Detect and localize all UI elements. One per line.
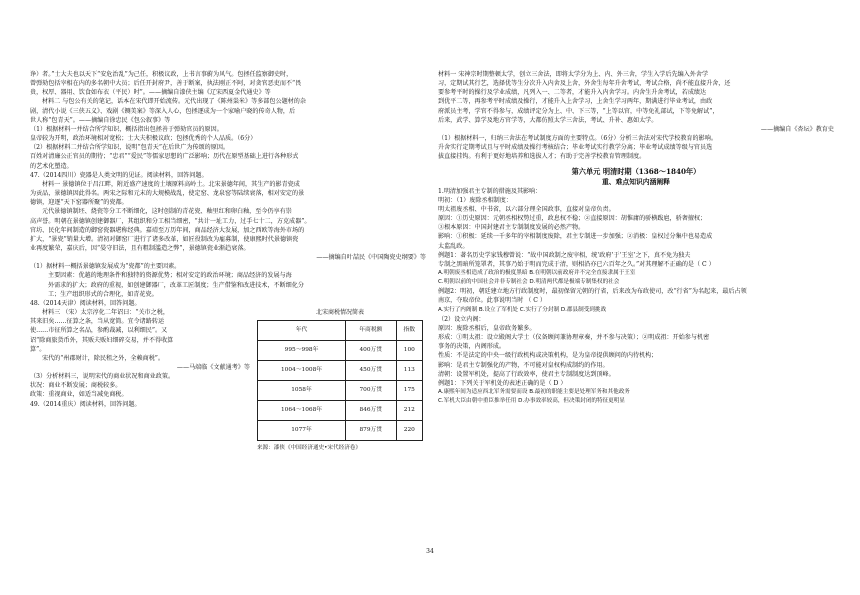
- text-line: 影响：是君主专制强化的产物，不可能对皇权构成制约的作用。: [438, 361, 609, 369]
- text-line: 业再度繁荣，嘉庆后，因“晏守旧法，且有粗制滥造之弊”，景德镇瓷业渐趋衰落。: [30, 244, 250, 252]
- answer-line: 状况：商业不断发展；商税较多。: [30, 382, 122, 390]
- answer-line: 主要因素：优越的地理条件和独特的资源优势；相对安定的政治环境；商品经济的发展与海: [48, 272, 292, 280]
- unit-heading: 第六单元 明清时期（1368～1840年）: [571, 166, 701, 176]
- source-line: ——马端临《文献通考》等: [176, 364, 250, 371]
- example-line: 例题1：下列关于军机处的表述正确的是（ D ）: [438, 379, 567, 387]
- table-cell: 1004～1008年: [258, 361, 346, 381]
- table-cell: 995～998年: [258, 341, 346, 361]
- answer-line: 百姓对清廉公正官员的期待；“忠君”“爱民”等儒家思想的广泛影响；历代在原型基础上进行各种形式: [30, 153, 299, 161]
- text-line: 诏“除商旅货币外，其贩夫贩妇细碎交易，并不得收算: [30, 336, 174, 344]
- material-three-block: [30, 308, 426, 452]
- source-line: ——摘编自叶喆民《中国陶瓷史纲要》等: [316, 254, 426, 262]
- table-cell: 113: [396, 361, 422, 381]
- table-cell: 400万贯: [346, 341, 397, 361]
- text-line: 后来，武学、算学及地方官学等，大都仿照太学三舍法，考试、升补、惠如太学。: [438, 116, 658, 124]
- text-line: 诤）者。”士大夫也以天下“安危治乱”为己任，积极议政，上书言事蔚为风气。包拯任监察御史时，: [30, 71, 293, 78]
- tax-table-box: [257, 308, 423, 453]
- table-cell: 1058年: [258, 381, 346, 401]
- answer-line: 的艺术化塑造。: [30, 162, 73, 170]
- text-line: 其来旧矣……征算之条，当从宽简。宜令诸路转运: [30, 318, 165, 326]
- table-cell: 1064～1068年: [258, 401, 346, 421]
- table-row: [258, 381, 423, 401]
- text-line: （2）设立内阁：: [438, 315, 485, 323]
- text-line: 材料三 （宋）太宗淳化二年诏曰：“关市之税，: [42, 309, 169, 317]
- text-line: 习，定期试其行艺，选择优等生分次升入内舍及上舍，外舍生每年升舍考试，考试合格，尚不能直接升舍，还: [438, 80, 731, 88]
- question-line: （1）根据材料一，归纳三舍法在考试制度方面的主要特点。（6分）分析三舍法对宋代学校教育的影响。: [438, 135, 717, 143]
- question-line: （3）分析材料三，说明宋代的商业状况和商业政策。: [30, 373, 175, 381]
- question-line: （1）根据材料一并结合所学知识，概括指出包拯善于弹劾官员的原因。: [30, 125, 223, 133]
- question-line: （1）据材料一概括景德镇发展成为“瓷都”的主要因素。: [30, 263, 181, 271]
- text-line: 材料一 宋神宗时期整顿太学，创立三舍法，即将太学分为上、内、外三舍，学生入学后先编入外舍学: [438, 71, 709, 78]
- answer-line: 拔直接挂钩。有利于更好地培养和选拔人才；有助于完善学校教育管理制度。: [438, 153, 646, 161]
- text-line: 明太祖废丞相、中书省，以六部分理全国政事，直接对皇帝负责。: [438, 205, 615, 213]
- answer-line: 外需求的扩大；政府的重视，如创建御器厂，改革工匠制度；生产借鉴和改进技术，不断细化分: [48, 281, 304, 289]
- table-cell: 175: [396, 381, 422, 401]
- text-line: 清朝：设置军机处，提高了行政效率，使君主专制制度达到顶峰。: [438, 370, 615, 378]
- table-cell: 700万贯: [346, 381, 397, 401]
- answer-line: 政策：重视商业，如适当减免商税。: [30, 391, 128, 399]
- text-line: 材料一 景德镇位于昌江畔，附近盛产速度的土壤原料高岭土。北宋景德年间，其生产的影青瓷成: [42, 180, 300, 188]
- example-line: 例题2：明初，朝廷建立地方行政制度时，最初保留元朝的行省，后来改为布政使司，改“行省”为名起来，最后占领: [438, 288, 747, 296]
- section-subheading: 重、难点知识内涵阐释: [602, 177, 670, 186]
- text-line: 高声誉。明朝在景德镇创建御器厂，其组织和分工相当细密，“共计一址工力，过手七十二，方克成器”。: [30, 217, 311, 225]
- text-line: 事务的决策，内阁形成。: [438, 343, 506, 351]
- table-cell: 100: [396, 341, 422, 361]
- table-cell: 879万贯: [346, 421, 397, 441]
- answer-line: 工；生产组织形式的合理化，如青花瓷。: [48, 290, 158, 298]
- text-line: 明初：（1）废除丞相制度：: [438, 196, 512, 204]
- table-cell: 450万贯: [346, 361, 397, 381]
- table-row: [258, 361, 423, 381]
- right-column: [438, 70, 834, 406]
- section-title: 1.明清加强君主专制的措施及其影响：: [438, 187, 542, 195]
- text-line: 为贡品，景德镇因此得名。两宋之际和元末的大规模战乱，使定窑、龙泉窑等陆续衰落，相对安定的景: [30, 190, 305, 198]
- question-title: 49.（2014重庆）阅读材料，回答问题。: [30, 400, 141, 408]
- table-cell: 1077年: [258, 421, 346, 441]
- text-line: 元代景德镇制坯、烧瓷等分工不断细化，这时创制的青花瓷、釉里红和卵白釉，至今仍享有崇: [42, 208, 292, 216]
- text-line: 材料二 与包公有关的笔记，话本在宋代即开始流传。元代出现了《陈州粜米》等多部包公题材的杂: [42, 98, 306, 106]
- left-column: [30, 70, 426, 452]
- table-cell: 220: [396, 421, 422, 441]
- source-line: ——摘编自《杏坛》教育史: [760, 125, 834, 133]
- example-line: 南京，夺取帝位。此事说明当时 （ C ）: [438, 297, 546, 305]
- question-title: 47.（2014四川）瓷器是人类文明的见证。阅读材料，回答问题。: [30, 171, 208, 179]
- text-line: 德镇，迎逐“天下窑器所聚”的瓷都。: [30, 199, 128, 207]
- text-line: 宋代的“州郡财计，除民租之外，全赖商税”。: [42, 354, 165, 362]
- table-row: [258, 421, 423, 441]
- text-line: 贵，权厚、器用、饮食如布衣（平民）时”。——摘编自漆侠主编《辽宋西夏金代通史》等: [30, 89, 271, 97]
- text-line: 使……市征所算之名品，参酌裁减，以利细民”。又: [30, 327, 168, 335]
- question-title: 48.（2014天津）阅读材料，回答问题。: [30, 299, 141, 307]
- left-text-block: [30, 70, 426, 308]
- text-line: 曾弹劾包括宰相在内的多名朝中大员；后任开封府尹，善于断案，执法刚正不阿，对贪官恶吏而不“畏: [30, 80, 302, 88]
- text-line: 扩大，“景瓷”销量大增。清初对御窑厂进行了诸多改革，如匠役制改为雇募制，使康熙时代景德镇瓷: [30, 235, 299, 243]
- text-line: 府派员主考，学官不得参与，成绩评定分为上、中、下三等，“上等以官，中等免礼部试，下等免解试”，: [438, 107, 719, 115]
- table-cell: 212: [396, 401, 422, 421]
- table-caption: 北宋商税情况简表: [315, 309, 364, 317]
- table-cell: 846万贯: [346, 401, 397, 421]
- option-line: A.实行了内阁制 B.设立了军机处 C.实行了分封制 D.郡县制受到挑战: [438, 306, 607, 313]
- option-line: A.康熙年间为适应西北军务需要而设 B.最初的职能主要是处理军务和其他政务: [438, 389, 630, 395]
- text-line: 世人称“包青天”。——摘编自徐忠民《包公叙事》等: [30, 116, 171, 124]
- example-line: 例题1：著名历史学家钱穆曾说：“故中国政制之废宰相，统‘政府’于‘王室’之下，真不免为独夫: [438, 251, 691, 259]
- text-line: 形成：①明太祖：设立殿阁大学士（仪备顾问兼协理章奏，并不参与决策）；②明成祖：开始参与机密: [438, 334, 710, 342]
- option-line: C.明朝以前的中国社会并非专制社会 D.明清两代都是极端专制集权的社会: [438, 279, 620, 286]
- table-header-cell: 年商税额: [346, 321, 397, 341]
- option-line: A.明朝废丞相造成了政治的极度黑暗 B.在明朝以前政府并不完全直接隶属于王室: [438, 269, 636, 276]
- text-line: 剧，清代小说《三侠五义》、戏剧《铡美案》等深入人心，包拯逐成为一个家喻户晓的传奇人物，后: [30, 107, 296, 115]
- text-line: 影响：①积极：延续一千多年的宰相制度废除，君主专制进一步加强；②消极：皇权过分集中也易造成: [438, 233, 713, 241]
- table-header-row: [258, 321, 423, 341]
- table-row: [258, 401, 423, 421]
- answer-line: 皇帝较为开明，政治环境相对宽松；士大夫积极议政；包拯优秀的个人品质。（6分）: [30, 135, 257, 143]
- question-line: （2）根据材料二并结合所学知识，说明“包青天”在后世广为传颂的原因。: [30, 144, 230, 152]
- example-line: 专制之黑暗所笼罩者，其事乃始于明而完成于清，则相沿亦已六百年之久。”对其理解不正确的是（ C ）: [438, 260, 715, 268]
- table-source: 来源：漆侠《中国经济通史•宋代经济卷》: [257, 445, 361, 452]
- tax-table: [257, 320, 423, 441]
- text-line: 原因：①历史原因：元朝丞相权势过重，政息权不稳；②直接原因：胡惟庸的骄横跋扈，骄奢擅权；: [438, 215, 707, 223]
- text-line: 官坊、民化年间制造的御窑瓷器堪称经典。嘉靖至万历年间，商品经济大发展，加之西欧等海外市场的: [30, 226, 305, 234]
- text-line: 太监乱政。: [438, 242, 469, 250]
- text-line: ③根本原因：中国封建君主专制制度发展的必然产物。: [438, 224, 585, 232]
- text-line: 原因：废除丞相后，皇帝政务繁多。: [438, 324, 536, 332]
- answer-line: 升舍实行定期考试且与平时成绩及操行考核结合；毕业考试实行教学分离；毕业考试成绩等级与官员选: [438, 144, 713, 152]
- table-row: [258, 341, 423, 361]
- text-line: 性质：不是法定的中央一级行政机构或决策机构，是为皇帝提供顾问的内待机构；: [438, 352, 658, 360]
- option-line: C.军机大臣由朝中重臣推举任用 D.办事效率较高，但决策封闭的特征更明显: [438, 398, 625, 405]
- text-line: 算”。: [30, 345, 46, 353]
- page-number: 34: [426, 548, 434, 555]
- table-header-cell: 指数: [396, 321, 422, 341]
- material-three-text: [30, 308, 250, 409]
- table-header-cell: 年代: [258, 321, 346, 341]
- text-line: 要参考平时的操行及学业成绩，凡列入一、二等者，才能升入内舍学习。内舍生升舍考试，若成绩达: [438, 89, 707, 97]
- text-line: 到优平二等，再参考平时成绩及操行，才能升入上舍学习，上舍生学习两年，期满进行毕业考试，由政: [438, 98, 713, 106]
